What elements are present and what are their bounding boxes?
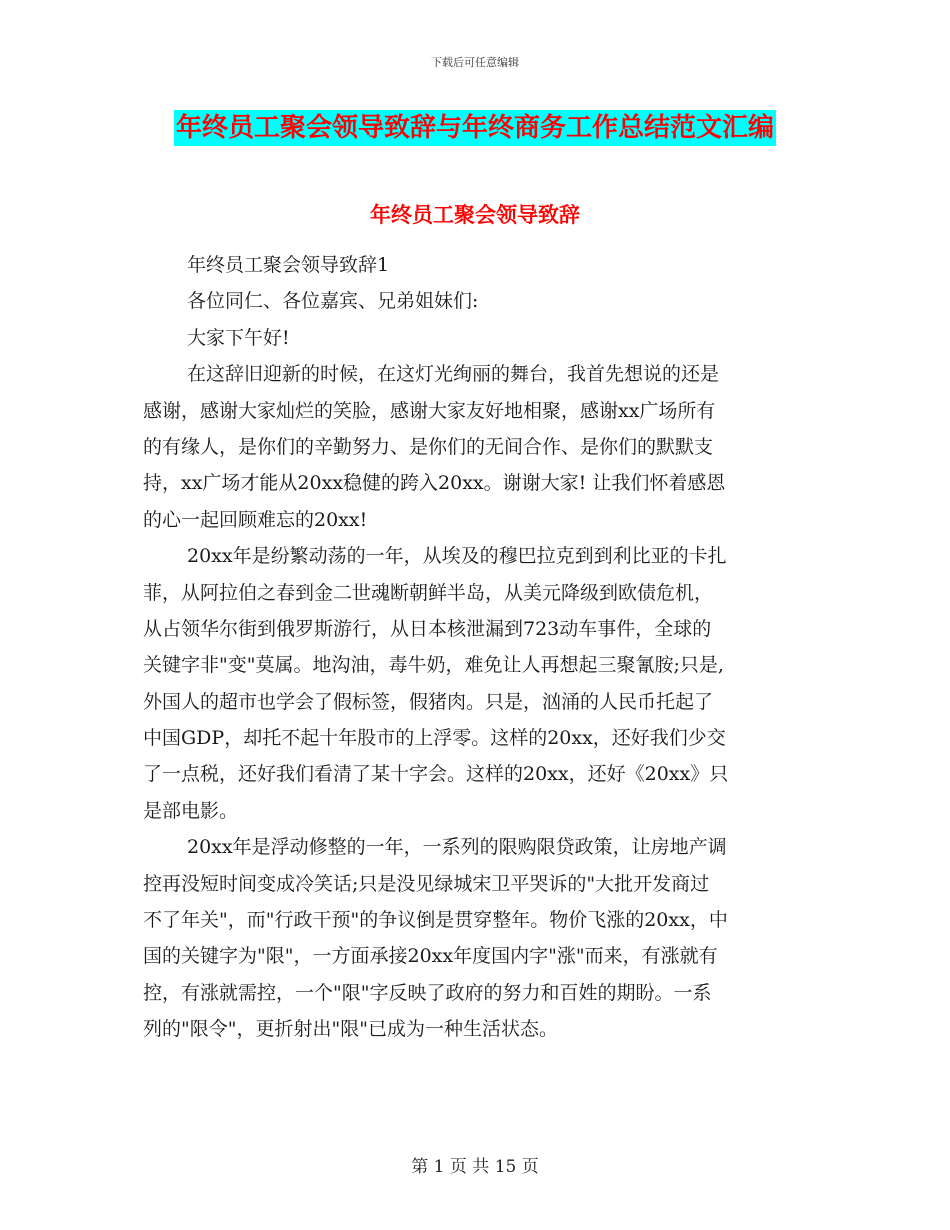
body-text xyxy=(143,247,815,1048)
paragraph-line: 是部电影。 xyxy=(143,799,239,822)
paragraph-line: 国的关键字为"限"，一方面承接20xx年度国内字"涨"而来，有涨就有 xyxy=(143,945,718,968)
speech-heading: 年终员工聚会领导致辞1 xyxy=(187,254,390,276)
paragraph-line: 在这辞旧迎新的时候，在这灯光绚丽的舞台，我首先想说的还是 xyxy=(187,363,720,386)
page-footer: 第 1 页 共 15 页 xyxy=(411,1157,539,1177)
paragraph-line: 中国GDP，却托不起十年股市的上浮零。这样的20xx，还好我们少交 xyxy=(143,727,726,750)
paragraph-line: 感谢，感谢大家灿烂的笑脸，感谢大家友好地相聚，感谢xx广场所有 xyxy=(143,399,716,422)
paragraph-line: 外国人的超市也学会了假标签，假猪肉。只是，汹涌的人民币托起了 xyxy=(143,690,714,713)
greeting: 大家下午好! xyxy=(187,326,290,349)
paragraph-line: 持，xx广场才能从20xx稳健的跨入20xx。谢谢大家! 让我们怀着感恩 xyxy=(143,472,726,495)
paragraph-line: 不了年关"，而"行政干预"的争议倒是贯穿整年。物价飞涨的20xx，中 xyxy=(143,909,728,932)
paragraph-line: 的有缘人，是你们的辛勤努力、是你们的无间合作、是你们的默默支 xyxy=(143,435,714,458)
paragraph-line: 了一点税，还好我们看清了某十字会。这样的20xx，还好《20xx》只 xyxy=(143,763,729,786)
paragraph-line: 20xx年是浮动修整的一年，一系列的限购限贷政策，让房地产调 xyxy=(187,836,727,859)
paragraph-line: 关键字非"变"莫属。地沟油，毒牛奶，难免让人再想起三聚氰胺;只是, xyxy=(143,654,724,677)
paragraph-line: 控再没短时间变成冷笑话;只是没见绿城宋卫平哭诉的"大批开发商过 xyxy=(143,872,710,895)
paragraph-line: 从占领华尔街到俄罗斯游行，从日本核泄漏到723动车事件，全球的 xyxy=(143,617,712,640)
salutation: 各位同仁、各位嘉宾、兄弟姐妹们: xyxy=(187,290,479,313)
paragraph-line: 菲，从阿拉伯之春到金二世魂断朝鲜半岛，从美元降级到欧债危机， xyxy=(143,581,714,604)
paragraph-line: 控，有涨就需控，一个"限"字反映了政府的努力和百姓的期盼。一系 xyxy=(143,981,712,1004)
paragraph-line: 的心一起回顾难忘的20xx! xyxy=(143,508,368,531)
doc-title: 年终员工聚会领导致辞与年终商务工作总结范文汇编 xyxy=(174,110,776,146)
doc-title-container xyxy=(0,110,950,146)
paragraph-line: 20xx年是纷繁动荡的一年，从埃及的穆巴拉克到到利比亚的卡扎 xyxy=(187,545,727,568)
header-note: 下载后可任意编辑 xyxy=(431,56,519,69)
section-title: 年终员工聚会领导致辞 xyxy=(370,203,580,227)
paragraph-line: 列的"限令"，更折射出"限"已成为一种生活状态。 xyxy=(143,1018,558,1041)
